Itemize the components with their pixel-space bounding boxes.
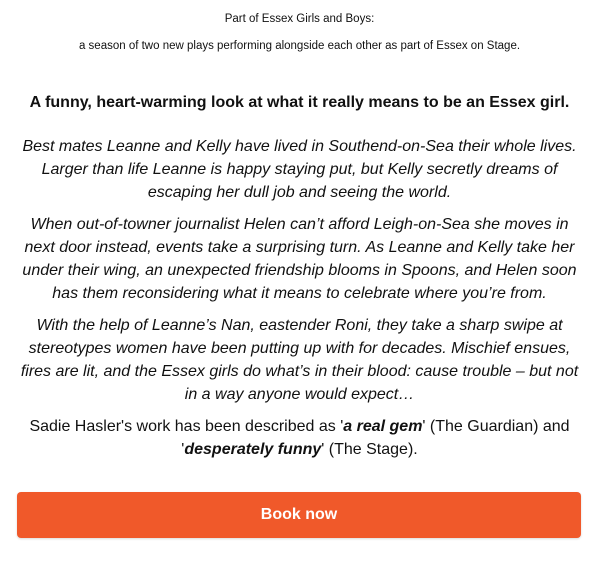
description-paragraph-1: Best mates Leanne and Kelly have lived in Southend-on-Sea their whole lives. Larger than life Leanne is happy staying put, but Kelly secretly dreams of escaping her dull job and seeing the world. xyxy=(22,138,577,201)
press-quotes-tail: ' (The Stage). xyxy=(321,441,418,458)
press-quote-guardian: a real gem xyxy=(343,418,423,435)
season-intro-line-1: Part of Essex Girls and Boys: xyxy=(224,13,375,25)
season-intro-line-2: a season of two new plays performing alongside each other as part of Essex on Stage. xyxy=(78,40,521,52)
book-now-button[interactable]: Book now xyxy=(17,492,581,538)
description-paragraph-2: When out-of-towner journalist Helen can’t afford Leigh-on-Sea she moves in next door instead, events take a surprising turn. As Leanne and Kelly take her under their wing, an unexpected friendship blooms in Spoons, and Helen soon has them reconsidering what it means to celebrate where you’re from. xyxy=(22,216,577,302)
press-quote-stage: desperately funny xyxy=(184,441,322,458)
book-now-container xyxy=(17,492,581,538)
show-headline: A funny, heart-warming look at what it really means to be an Essex girl. xyxy=(29,94,570,111)
press-quotes xyxy=(15,415,585,461)
press-quotes-lead: Sadie Hasler's work has been described as ' xyxy=(29,418,344,435)
season-intro xyxy=(0,12,599,53)
description-paragraph-3: With the help of Leanne’s Nan, eastender Roni, they take a sharp swipe at stereotypes women have been putting up with for decades. Mischief ensues, fires are lit, and the Essex girls do what’s in their blood: cause trouble – but not in a way anyone would expect… xyxy=(20,317,579,403)
press-quotes-mid: ' (The Guardian) and ' xyxy=(181,418,570,458)
